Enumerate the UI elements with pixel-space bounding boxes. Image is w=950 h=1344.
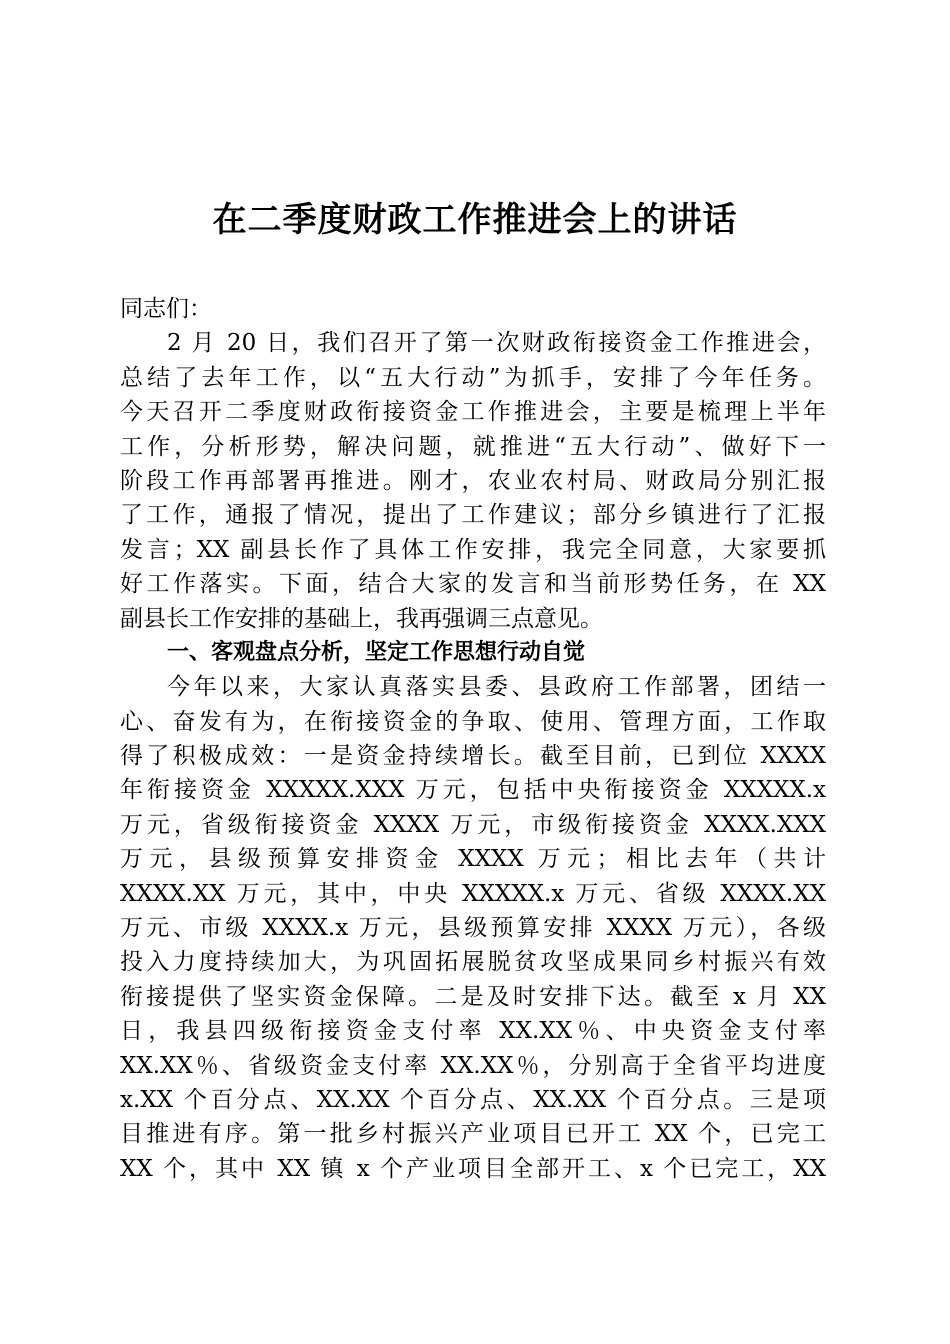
text-line: 万元、市级 XXXX.x 万元，县级预算安排 XXXX 万元），各级 [120, 915, 826, 942]
text-line: x.XX 个百分点、XX.XX 个百分点、XX.XX 个百分点。三是项 [120, 1086, 826, 1113]
document-body [120, 292, 826, 1186]
salutation: 同志们： [120, 296, 212, 322]
text-line: 万元，县级预算安排资金 XXXX 万元；相比去年（共计 [120, 846, 826, 873]
text-line: 投入力度持续加大，为巩固拓展脱贫攻坚成果同乡村振兴有效 [120, 949, 826, 976]
text-line: 好工作落实。下面，结合大家的发言和当前形势任务，在 XX [120, 571, 826, 598]
text-line: XXXX.XX 万元，其中，中央 XXXXX.x 万元、省级 XXXX.XX [120, 880, 826, 907]
text-line: XX.XX％、省级资金支付率 XX.XX％，分别高于全省平均进度 [120, 1052, 826, 1079]
text-line: 得了积极成效：一是资金持续增长。截至目前，已到位 XXXX [120, 743, 826, 770]
text-line: 了工作，通报了情况，提出了工作建议；部分乡镇进行了汇报 [120, 502, 826, 529]
text-line: 副县长工作安排的基础上，我再强调三点意见。 [120, 605, 603, 632]
paragraph-achievements [120, 670, 826, 1186]
text-line: 目推进有序。第一批乡村振兴产业项目已开工 XX 个，已完工 [120, 1121, 826, 1148]
text-line: 年衔接资金 XXXXX.XXX 万元，包括中央衔接资金 XXXXX.x [120, 777, 826, 804]
text-line: 日，我县四级衔接资金支付率 XX.XX％、中央资金支付率 [120, 1018, 826, 1045]
section-heading: 一、客观盘点分析，坚定工作思想行动自觉 [167, 639, 586, 665]
text-line: XX 个，其中 XX 镇 x 个产业项目全部开工、x 个已完工，XX [120, 1155, 826, 1182]
text-line: 2 月 20 日，我们召开了第一次财政衔接资金工作推进会， [167, 330, 826, 357]
text-line: 衔接提供了坚实资金保障。二是及时安排下达。截至 x 月 XX [120, 983, 826, 1010]
text-line: 今天召开二季度财政衔接资金工作推进会，主要是梳理上半年 [120, 399, 826, 426]
text-line: 万元，省级衔接资金 XXXX 万元，市级衔接资金 XXXX.XXX [120, 811, 826, 838]
text-line: 总结了去年工作，以“五大行动”为抓手，安排了今年任务。 [120, 364, 826, 391]
text-line: 发言；XX 副县长作了具体工作安排，我完全同意，大家要抓 [120, 536, 826, 563]
paragraph-opening [120, 326, 826, 636]
text-line: 工作，分析形势，解决问题，就推进“五大行动”、做好下一 [120, 433, 826, 460]
text-line: 今年以来，大家认真落实县委、县政府工作部署，团结一 [167, 674, 826, 701]
document-title: 在二季度财政工作推进会上的讲话 [212, 200, 738, 240]
text-line: 心、奋发有为，在衔接资金的争取、使用、管理方面，工作取 [120, 708, 826, 735]
text-line: 阶段工作再部署再推进。刚才，农业农村局、财政局分别汇报 [120, 467, 826, 494]
